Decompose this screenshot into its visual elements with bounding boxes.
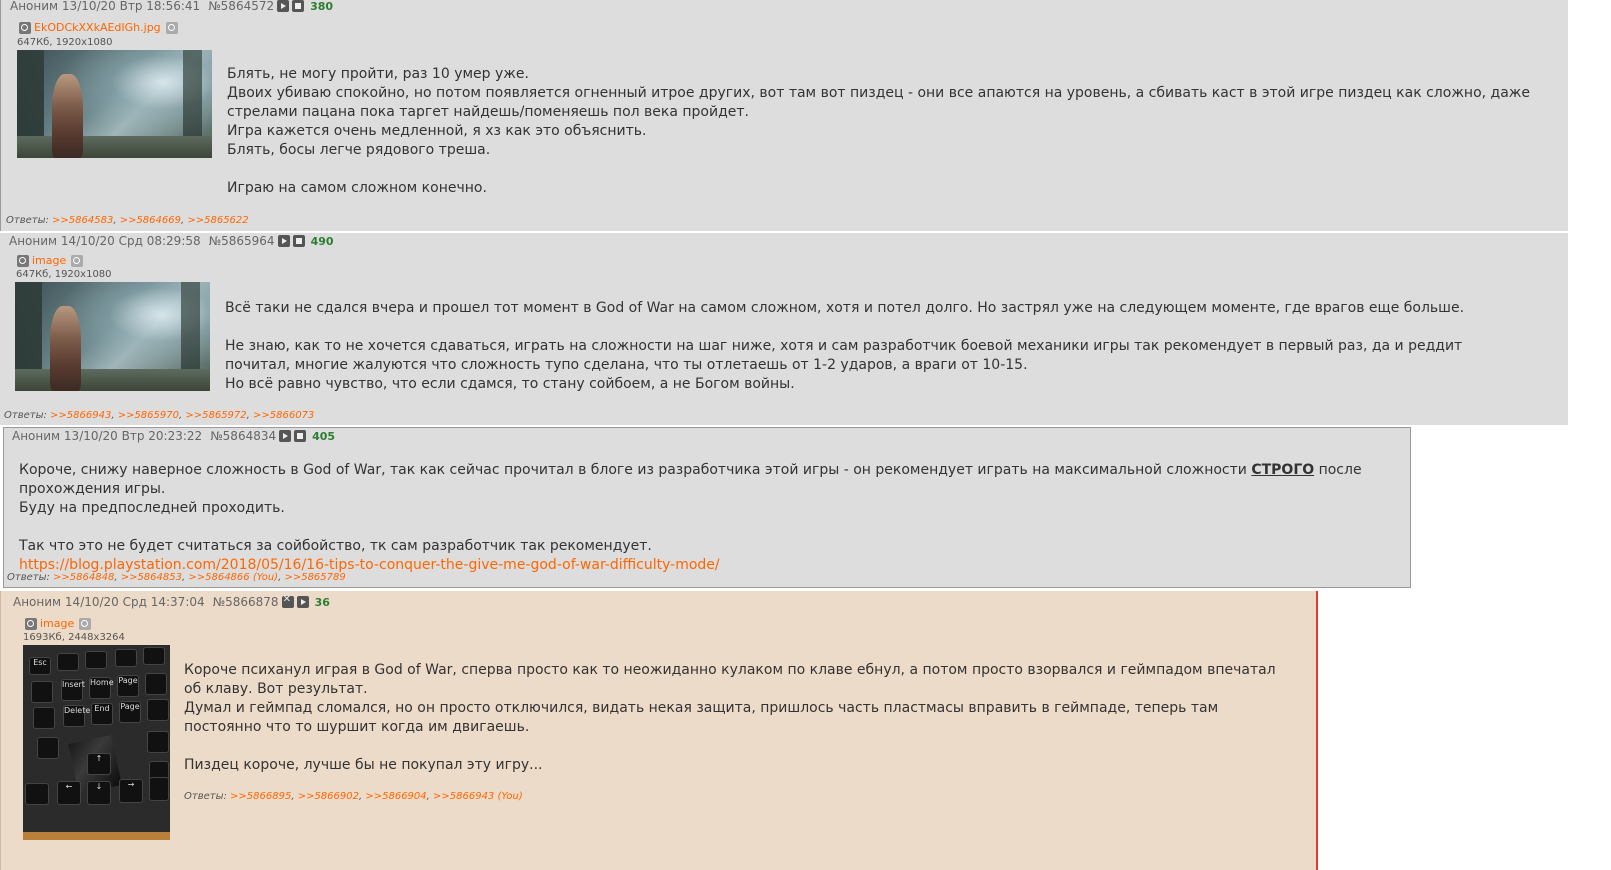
post-number[interactable]: №5865964 [208, 234, 275, 248]
reply-link[interactable]: >>5864669 [119, 215, 181, 226]
play-icon[interactable] [277, 0, 289, 12]
reply-link[interactable]: >>5866943 (You) [433, 791, 523, 802]
post-author: Аноним [13, 595, 62, 609]
post-header [10, 0, 333, 13]
message-line: Думал и геймпад сломался, но он просто отключился, видать некая защита, пришлось часть пластмасы вправить в геймпаде, теперь там постоянно что то шуршит когда им двигаешь. [184, 700, 1219, 735]
external-link[interactable]: https://blog.playstation.com/2018/05/16/16-tips-to-conquer-the-give-me-god-of-war-difficulty-mode/ [19, 557, 720, 573]
post-header [12, 429, 335, 443]
stop-icon[interactable] [292, 0, 304, 12]
post-image-thumbnail[interactable] [15, 282, 210, 391]
reply-link[interactable]: >>5864848 [53, 572, 115, 583]
post-author: Аноним [9, 234, 58, 248]
message-line: Не знаю, как то не хочется сдаваться, играть на сложности на шаг ниже, хотя и сам разработчик боевой механики игры так рекомендует в первый раз, да и реддит почитал, многие жалуются что сложность тупо сделана, что ты отлетаешь от 1-2 ударов, а враги от 10-15. [225, 338, 1463, 373]
play-icon[interactable] [278, 235, 290, 247]
replies-row: Ответы: >>5864583, >>5864669, >>5865622 [6, 215, 249, 226]
magnifier-icon[interactable] [166, 22, 178, 34]
message-line: Но всё равно чувство, что если сдамся, то стану сойбоем, а не Богом войны. [225, 376, 795, 392]
reply-link[interactable]: >>5864583 [52, 215, 114, 226]
message-line: Всё таки не сдался вчера и прошел тот момент в God of War на самом сложном, хотя и потел долго. Но застрял уже на следующем моменте, где врагов еще больше. [225, 300, 1465, 316]
replies-label: Ответы: [6, 215, 49, 226]
play-icon[interactable] [297, 596, 309, 608]
post-header [13, 595, 330, 609]
post-5864572 [0, 0, 1568, 231]
reply-link[interactable]: >>5865970 [117, 410, 179, 421]
reply-link[interactable]: >>5865622 [187, 215, 249, 226]
magnifier-icon[interactable] [79, 618, 91, 630]
file-info: 647Кб, 1920x1080 [17, 37, 113, 48]
post-date: 13/10/20 Втр 20:23:22 [63, 429, 203, 443]
file-name-link[interactable]: EkODCkXXkAEdIGh.jpg [34, 21, 161, 34]
file-info: 1693Кб, 2448x3264 [23, 632, 125, 643]
post-number[interactable]: №5864572 [208, 0, 275, 13]
stop-icon[interactable] [293, 235, 305, 247]
reply-link[interactable]: >>5866943 [50, 410, 112, 421]
message-text: после прохождения игры. [19, 462, 1362, 497]
post-count: 490 [310, 234, 334, 248]
replies-row: Ответы: >>5864848, >>5864853, >>5864866 (You), >>5865789 [7, 572, 346, 583]
replies-label: Ответы: [4, 410, 47, 421]
reply-link[interactable]: >>5865972 [185, 410, 247, 421]
magnifier-icon[interactable] [25, 618, 37, 630]
file-name-link[interactable]: image [32, 254, 67, 267]
file-link-row [17, 254, 86, 267]
post-date: 13/10/20 Втр 18:56:41 [61, 0, 201, 13]
reply-link[interactable]: >>5866902 [297, 791, 359, 802]
post-count: 380 [310, 0, 334, 13]
post-5864834 [3, 427, 1411, 588]
post-image-thumbnail[interactable]: Esc Insert Home Page Delete End Page ↑ ← ↓ → [23, 645, 170, 840]
reply-link[interactable]: >>5864866 (You) [188, 572, 279, 583]
post-author: Аноним [10, 0, 59, 13]
post-message [225, 299, 1525, 394]
reply-link[interactable]: >>5866895 [230, 791, 292, 802]
message-line [19, 461, 1404, 499]
message-line: Так что это не будет считаться за сойбойство, тк сам разработчик так рекомендует. [19, 538, 652, 554]
message-line: Игра кажется очень медленной, я хз как это объяснить. [227, 123, 647, 139]
message-line: Играю на самом сложном конечно. [227, 180, 487, 196]
message-text: Короче, снижу наверное сложность в God of War, так как сейчас прочитал в блоге из разработчика этой игры - он рекомендует играть на максимальной сложности [19, 462, 1252, 478]
magnifier-icon[interactable] [71, 255, 83, 267]
reply-link[interactable]: >>5866904 [365, 791, 427, 802]
post-date: 14/10/20 Срд 08:29:58 [60, 234, 201, 248]
post-message [19, 461, 1404, 575]
magnifier-icon[interactable] [17, 255, 29, 267]
file-info: 647Кб, 1920x1080 [16, 269, 112, 280]
message-line: Пиздец короче, лучше бы не покупал эту игру... [184, 757, 543, 773]
message-line: Двоих убиваю спокойно, но потом появляется огненный итрое других, вот там вот пиздец - они все апаются на уровень, а сбивать каст в этой игре пиздец как сложно, даже стрелами пацана пока таргет найдешь/поменяешь пол века пройдет. [227, 85, 1531, 120]
replies-row: Ответы: >>5866943, >>5865970, >>5865972, >>5866073 [4, 410, 315, 421]
reply-link[interactable]: >>5864853 [120, 572, 182, 583]
message-line: Блять, босы легче рядового треша. [227, 142, 491, 158]
post-image-thumbnail[interactable] [17, 50, 212, 158]
magnifier-icon[interactable] [19, 22, 31, 34]
replies-label: Ответы: [7, 572, 50, 583]
post-count: 405 [312, 429, 336, 443]
post-message [184, 661, 1294, 775]
hide-icon[interactable] [282, 596, 294, 608]
strong-text: СТРОГО [1251, 462, 1315, 478]
reply-link[interactable]: >>5866073 [253, 410, 315, 421]
post-number[interactable]: №5866878 [212, 595, 279, 609]
message-line: Буду на предпоследней проходить. [19, 500, 285, 516]
file-link-row [25, 617, 94, 630]
post-date: 14/10/20 Срд 14:37:04 [64, 595, 205, 609]
post-5865964 [0, 233, 1568, 425]
post-number[interactable]: №5864834 [210, 429, 277, 443]
file-link-row [19, 21, 181, 34]
message-line: Короче психанул играя в God of War, сперва просто как то неожиданно кулаком по клаве ебнул, а потом просто взорвался и геймпадом впечатал об клаву. Вот результат. [184, 662, 1276, 697]
post-header [9, 234, 334, 248]
reply-link[interactable]: >>5865789 [284, 572, 346, 583]
replies-row: Ответы: >>5866895, >>5866902, >>5866904, >>5866943 (You) [184, 791, 523, 802]
post-author: Аноним [12, 429, 61, 443]
replies-label: Ответы: [184, 791, 227, 802]
file-name-link[interactable]: image [40, 617, 75, 630]
post-5866878 [0, 591, 1318, 870]
post-message [227, 65, 1557, 198]
message-line: Блять, не могу пройти, раз 10 умер уже. [227, 66, 529, 82]
play-icon[interactable] [279, 430, 291, 442]
stop-icon[interactable] [294, 430, 306, 442]
post-count: 36 [314, 595, 330, 609]
